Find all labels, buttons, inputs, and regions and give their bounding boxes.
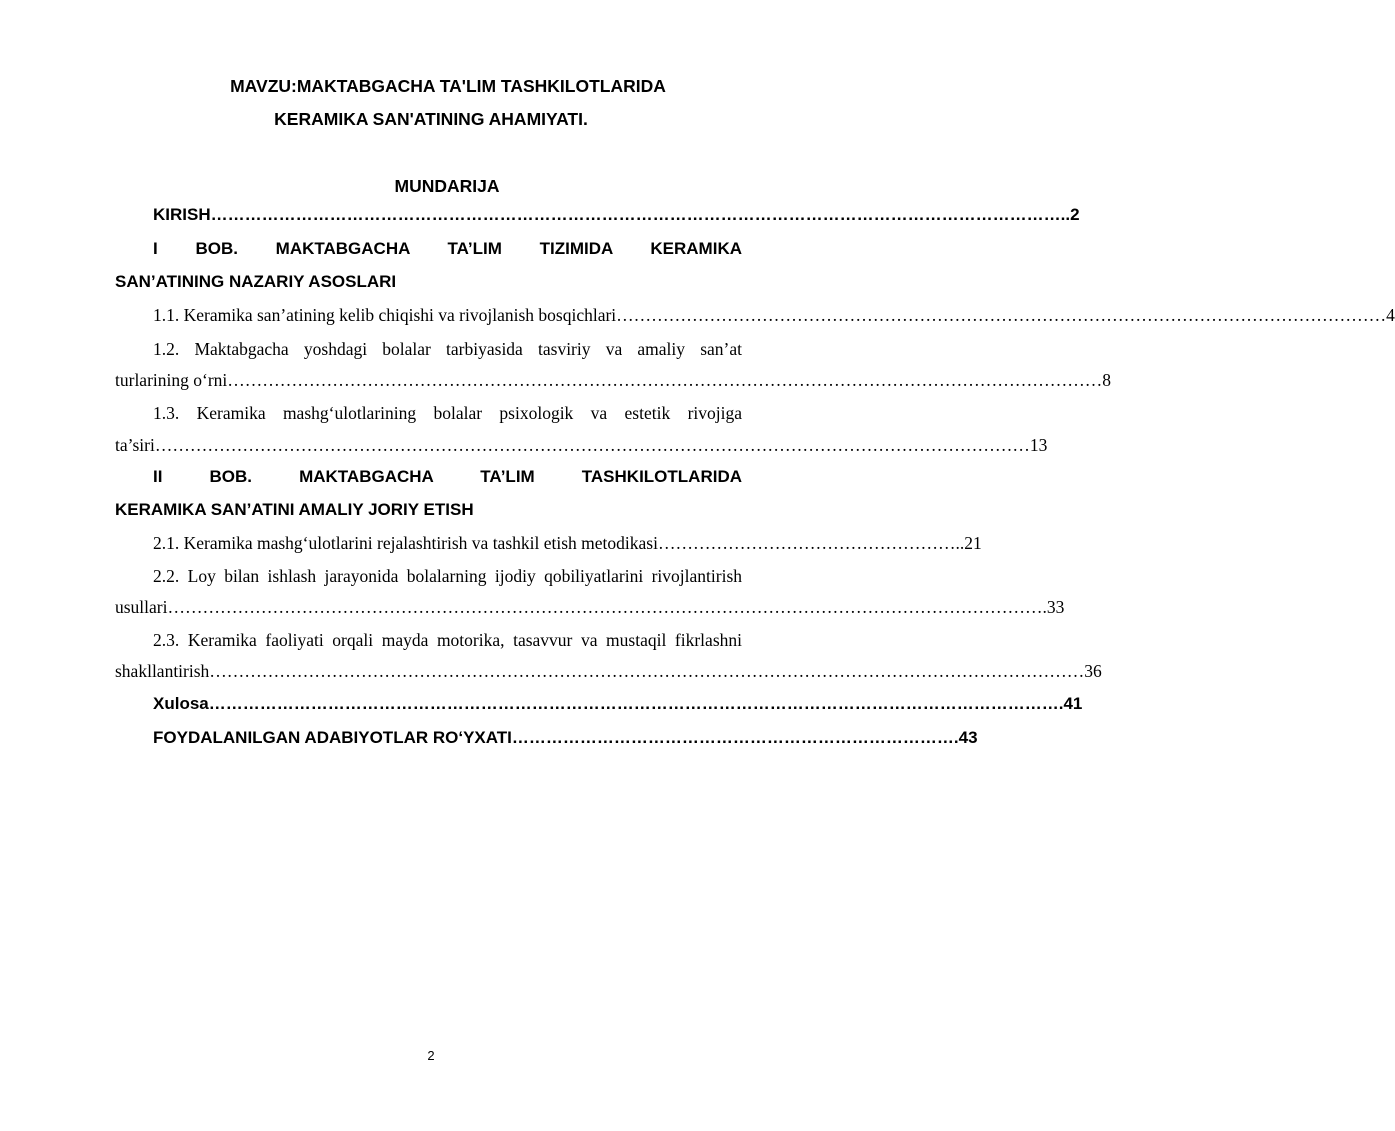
toc-leader-dots: …………………………………………… [657,533,956,553]
toc-entry-1-3-line-1: 1.3. Keramika mashg‘ulotlarining bolalar psixologik va estetik rivojiga [153,403,742,423]
toc-entry-text: FOYDALANILGAN ADABIYOTLAR RO‘YXATI [153,728,512,747]
toc-leader-dots: …………………………………………………………………… [511,728,954,747]
toc-page-number: 8 [1102,370,1112,390]
toc-leader-dots: …………………………………………………………………………………………………………………………………… [227,370,1103,390]
toc-page-number: .33 [1042,597,1065,617]
toc-entry-text: Xulosa [153,694,209,713]
toc-entry-2-2-line-1: 2.2. Loy bilan ishlash jarayonida bolalarning ijodiy qobiliyatlarini rivojlantirish [153,566,742,586]
toc-entry-1-2-line-1: 1.2. Maktabgacha yoshdagi bolalar tarbiyasida tasviriy va amaliy san’at [153,339,742,359]
toc-leader-dots: …………………………………………………………………………………………………………………………………… [167,597,1043,617]
toc-entry-text: ta’siri [115,435,155,455]
toc-leader-dots: …………………………………………………………………………………………………………………………………… [209,661,1085,681]
toc-entry-1-3-line-2 [115,435,1048,465]
toc-entry-2-1 [115,533,982,563]
toc-page-number: 4 [1386,305,1395,325]
toc-chapter-1-line-1: I BOB. MAKTABGACHA TA’LIM TIZIMIDA KERAMIKA [153,239,742,258]
document-title-line-2: KERAMIKA SAN'ATINING AHAMIYATI. [274,109,588,129]
toc-leader-dots: …………………………………………………………………………………………………………………………………… [154,435,1030,455]
toc-leader-dots: …………………………………………………………………………………………………………………………………… [210,205,1061,224]
toc-entry-xulosa [115,694,1083,724]
toc-entry-text: usullari [115,597,168,617]
toc-page-number: .43 [953,728,978,747]
toc-page-number: 36 [1084,661,1102,681]
document-title-line-1: MAVZU:MAKTABGACHA TA'LIM TASHKILOTLARIDA [230,76,666,96]
toc-entry-text: turlarining o‘rni [115,370,228,390]
toc-entry-text: 1.1. Keramika san’atining kelib chiqishi va rivojlanish bosqichlari [153,305,617,325]
toc-entry-1-2-line-2 [115,370,1112,400]
toc-entry-text: 2.1. Keramika mashg‘ulotlarini rejalashtirish va tashkil etish metodikasi [153,533,658,553]
toc-entry-2-3-line-2 [115,661,1102,691]
toc-entry-1-1 [115,305,1395,335]
toc-entry-2-2-line-2 [115,597,1065,627]
toc-entry-text: shakllantirish [115,661,210,681]
toc-chapter-1-line-2: SAN’ATINING NAZARIY ASOSLARI [115,272,397,291]
page-number: 2 [427,1048,435,1063]
toc-entry-2-3-line-1: 2.3. Keramika faoliyati orqali mayda motorika, tasavvur va mustaqil fikrlashni [153,630,742,650]
toc-entry-text: KIRISH [153,205,211,224]
toc-entry-adabiyotlar [115,728,978,758]
toc-entry-kirish [115,205,1080,235]
toc-chapter-2-line-2: KERAMIKA SAN’ATINI AMALIY JORIY ETISH [115,500,474,519]
contents-heading: MUNDARIJA [394,176,500,196]
toc-page-number: ..21 [955,533,982,553]
toc-page-number: .41 [1058,694,1083,713]
toc-page-number: 13 [1029,435,1048,455]
toc-leader-dots: …………………………………………………………………………………………………………………… [616,305,1387,325]
toc-leader-dots: …………………………………………………………………………………………………………………………………… [208,694,1059,713]
toc-chapter-2-line-1: II BOB. MAKTABGACHA TA’LIM TASHKILOTLARIDA [153,467,742,486]
toc-page-number: ..2 [1060,205,1080,224]
